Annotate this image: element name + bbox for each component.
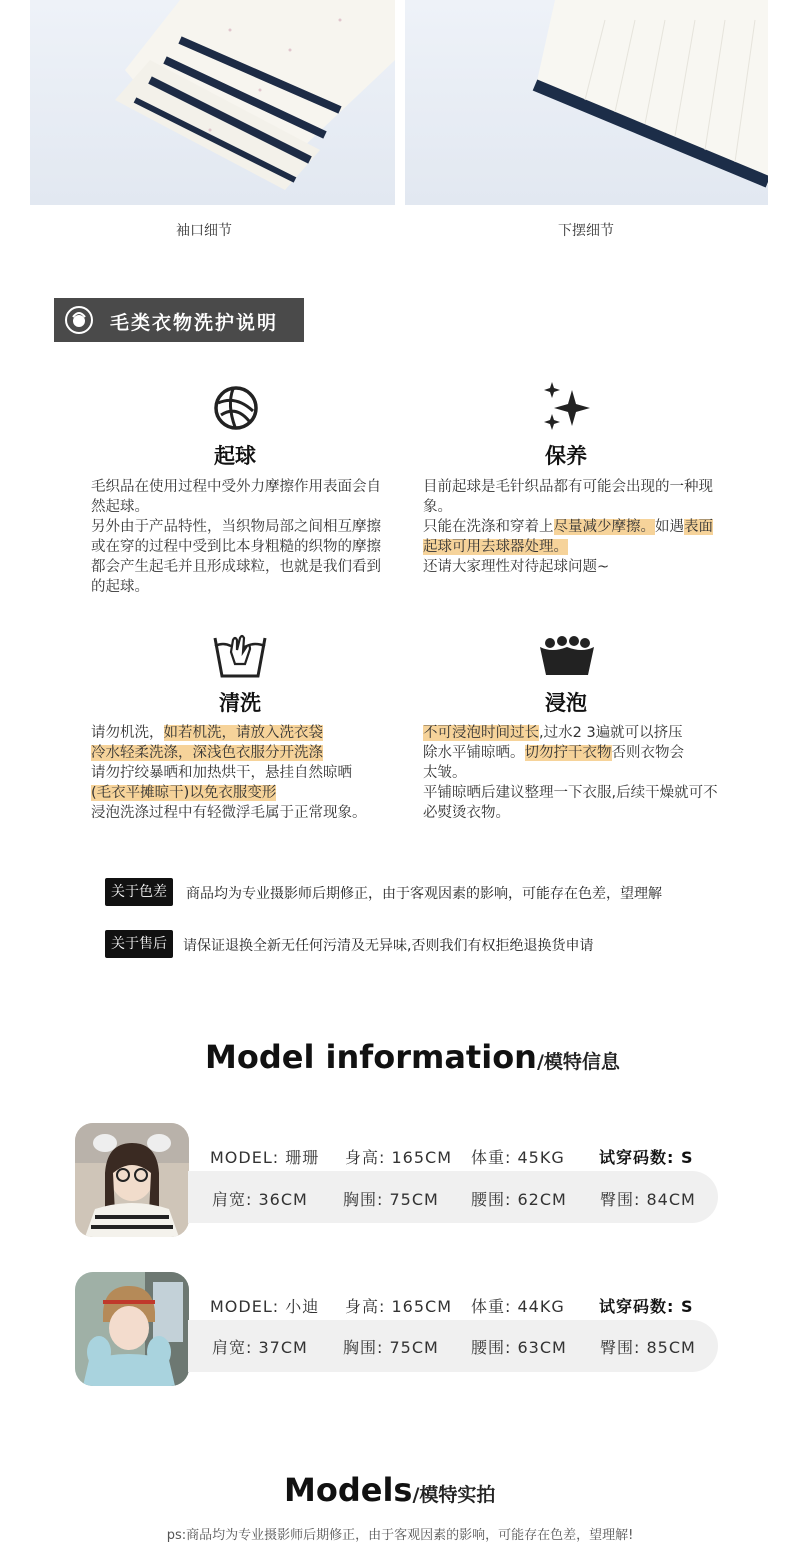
soaking-title: 浸泡 — [545, 691, 587, 715]
ps-note: ps:商品均为专业摄影师后期修正，由于客观因素的影响，可能存在色差，望理解! — [166, 1528, 634, 1543]
model-1-image — [75, 1123, 189, 1237]
model-info-title-en: Model information — [205, 1038, 537, 1076]
color-difference-tag: 关于色差 — [105, 878, 173, 906]
model-1-size: 试穿码数: S — [599, 1148, 694, 1167]
after-sales-text: 请保证退换全新无任何污清及无异味,否则我们有权拒绝退换货申请 — [183, 938, 594, 954]
sweater-cuff-image — [30, 0, 395, 205]
sleeve-cuff-photo — [30, 0, 395, 205]
model-info-title — [205, 1038, 620, 1076]
soak-basin-icon — [538, 635, 596, 677]
soaking-text-2a: 除水平铺晾晒。 — [423, 745, 525, 761]
model-1-photo — [75, 1123, 189, 1237]
soaking-text-4: 平铺晾晒后建议整理一下衣服,后续干燥就可不必熨烫衣物。 — [423, 785, 718, 821]
washing-highlight-1: 如若机洗，请放入洗衣袋 — [163, 725, 323, 741]
sweater-hem-image — [405, 0, 768, 205]
maintain-text-2b: 如遇 — [655, 519, 684, 535]
model-1-name: MODEL: 珊珊 — [210, 1148, 320, 1167]
washing-text-1a: 请勿机洗， — [91, 725, 164, 741]
washing-text-4 — [91, 783, 391, 803]
care-heading-title: 毛类衣物洗护说明 — [110, 312, 279, 334]
model-2-weight: 体重: 44KG — [471, 1297, 565, 1316]
pilling-title: 起球 — [214, 444, 256, 468]
after-sales-tag: 关于售后 — [105, 930, 173, 958]
sparkle-icon — [540, 380, 594, 434]
care-heading-bar — [54, 298, 304, 342]
model-2-hip: 臀围: 85CM — [600, 1338, 696, 1357]
pilling-text-2: 另外由于产品特性，当织物局部之间相互摩擦或在穿的过程中受到比本身粗糙的织物的摩擦都会产生起毛并且形成球粒，也就是我们看到的起球。 — [91, 519, 381, 595]
washing-text-3: 请勿拧绞暴晒和加热烘干，悬挂自然晾晒 — [91, 765, 352, 781]
soaking-text — [423, 723, 718, 823]
model-1-waist: 腰围: 62CM — [471, 1190, 567, 1209]
maintain-text-2a: 只能在洗涤和穿着上 — [423, 519, 554, 535]
cuff-detail-caption: 袖口细节 — [176, 223, 232, 239]
washing-text — [91, 723, 391, 823]
soaking-text-3: 太皱。 — [423, 765, 467, 781]
yarn-ball-icon — [213, 385, 259, 431]
models-title-en: Models — [284, 1471, 413, 1509]
soaking-text-1 — [423, 723, 718, 743]
pilling-text-1: 毛织品在使用过程中受外力摩擦作用表面会自然起球。 — [91, 479, 381, 515]
soaking-text-2 — [423, 743, 718, 763]
hand-wash-icon — [213, 632, 267, 680]
model-1-height: 身高: 165CM — [345, 1148, 452, 1167]
maintain-text-3: 还请大家理性对待起球问题~ — [423, 559, 610, 575]
pilling-text — [91, 477, 383, 597]
model-2-shoulder: 肩宽: 37CM — [212, 1338, 308, 1357]
maintain-text — [423, 477, 715, 577]
model-1-hip: 臀围: 84CM — [600, 1190, 696, 1209]
model-2-waist: 腰围: 63CM — [471, 1338, 567, 1357]
model-1-weight: 体重: 45KG — [471, 1148, 565, 1167]
washing-text-5: 浸泡洗涤过程中有轻微浮毛属于正常现象。 — [91, 805, 367, 821]
maintain-text-2 — [423, 517, 715, 557]
color-difference-text: 商品均为专业摄影师后期修正，由于客观因素的影响，可能存在色差，望理解 — [186, 886, 662, 902]
model-2-size: 试穿码数: S — [599, 1297, 694, 1316]
maintain-title: 保养 — [545, 444, 587, 468]
soaking-highlight-2: 切勿拧干衣物 — [524, 745, 612, 761]
maintain-highlight-2: 表面起球可用去球器处理。 — [423, 519, 713, 555]
soaking-text-2b: 否则衣物会 — [611, 745, 684, 761]
model-1-shoulder: 肩宽: 36CM — [212, 1190, 308, 1209]
hem-photo — [405, 0, 768, 205]
washing-highlight-3: (毛衣平摊晾干)以免衣服变形 — [91, 785, 277, 801]
model-2-chest: 胸围: 75CM — [343, 1338, 439, 1357]
model-2-photo — [75, 1272, 189, 1386]
model-info-title-cn: /模特信息 — [536, 1051, 620, 1073]
soaking-highlight-1: 不可浸泡时间过长 — [423, 725, 539, 741]
model-2-image — [75, 1272, 189, 1386]
care-badge-icon — [64, 305, 94, 335]
model-1-chest: 胸围: 75CM — [343, 1190, 439, 1209]
washing-title: 清洗 — [219, 691, 261, 715]
maintain-text-1: 目前起球是毛针织品都有可能会出现的一种现象。 — [423, 479, 713, 515]
washing-highlight-2: 冷水轻柔洗涤，深浅色衣服分开洗涤 — [91, 745, 323, 761]
maintain-highlight-1: 尽量减少摩擦。 — [553, 519, 655, 535]
hem-detail-caption: 下摆细节 — [558, 223, 614, 239]
models-title-cn: /模特实拍 — [412, 1484, 496, 1506]
soaking-text-1b: ,过水2 3遍就可以挤压 — [539, 725, 683, 741]
model-2-height: 身高: 165CM — [345, 1297, 452, 1316]
model-2-name: MODEL: 小迪 — [210, 1297, 320, 1316]
washing-text-2 — [91, 743, 391, 763]
washing-text-1 — [91, 723, 391, 743]
models-title — [284, 1471, 495, 1509]
